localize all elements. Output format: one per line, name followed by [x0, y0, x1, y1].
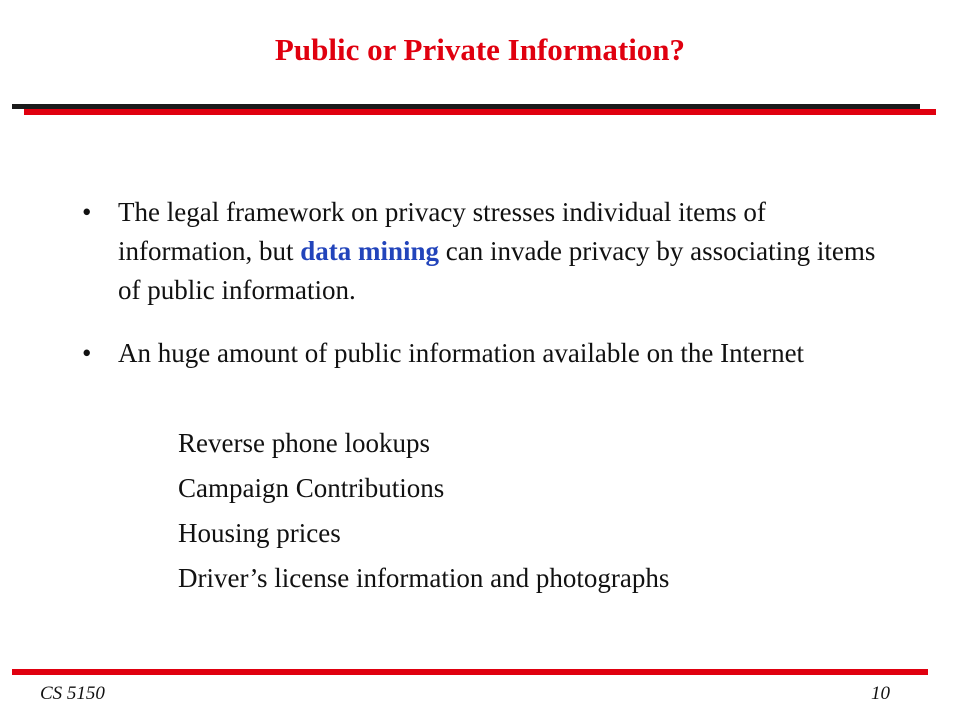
title-divider-red: [24, 109, 936, 115]
bullet-text: An huge amount of public information available on the Internet: [118, 338, 805, 368]
slide-title: Public or Private Information?: [274, 32, 686, 67]
highlight-term: data mining: [300, 236, 440, 266]
sub-item: Driver’s license information and photographs: [178, 563, 670, 593]
sub-item-list: [178, 421, 669, 601]
bullet-dot-icon: •: [82, 338, 92, 368]
sub-item: Reverse phone lookups: [178, 428, 430, 458]
sub-item: Housing prices: [178, 518, 341, 548]
footer-course: CS 5150: [40, 683, 105, 704]
bullet-item: [82, 334, 882, 373]
footer-page-number: 10: [871, 683, 890, 704]
sub-item: Campaign Contributions: [178, 473, 445, 503]
footer-divider: [12, 669, 928, 675]
bullet-list: [82, 193, 882, 397]
bullet-dot-icon: •: [82, 197, 92, 227]
bullet-text-start: The legal framework on privacy stresses individual items of information, but: [118, 197, 766, 266]
bullet-text-end: can invade privacy by associating items of public information.: [118, 236, 876, 305]
bullet-item: [82, 193, 882, 310]
